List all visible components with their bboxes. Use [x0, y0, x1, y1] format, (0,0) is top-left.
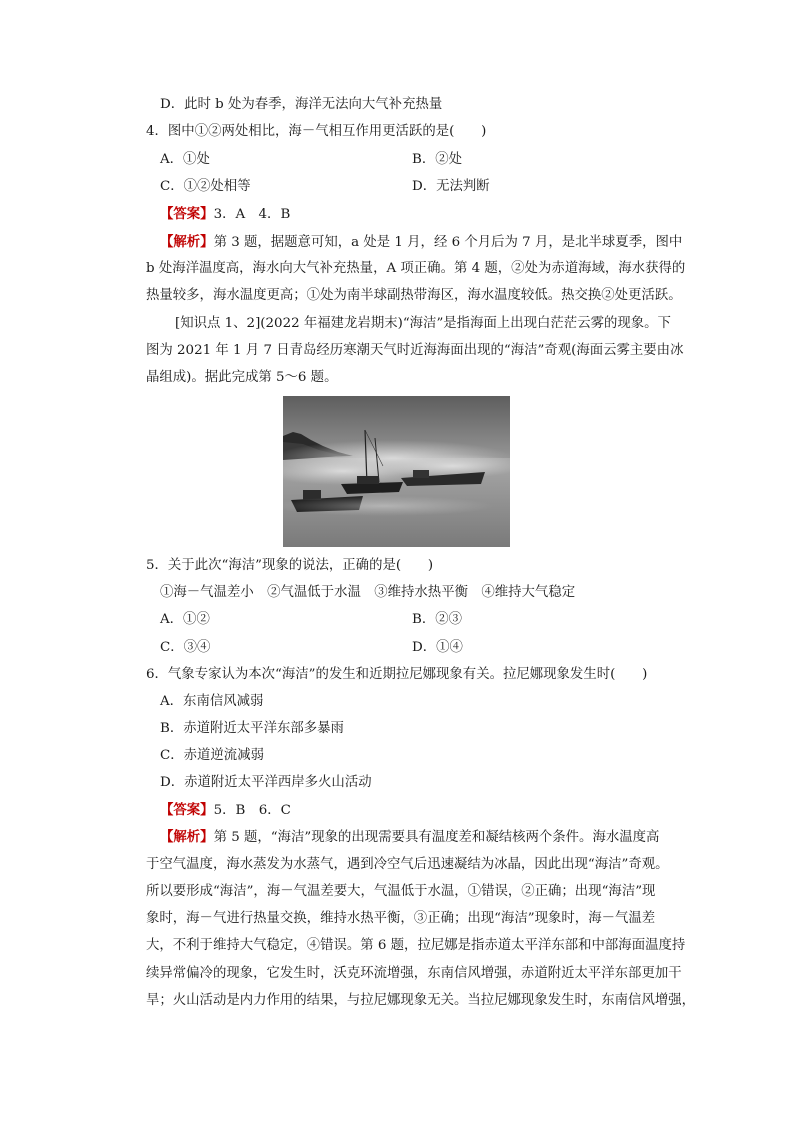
q4-option-b: B．②处	[412, 152, 463, 167]
q6-option-d: D．赤道附近太平洋西岸多火山活动	[160, 775, 372, 790]
intro-line-2: 图为 2021 年 1 月 7 日青岛经历寒潮天气时近海海面出现的“海洁”奇观(海面云雾主要由冰	[146, 343, 684, 358]
q5-option-d: D．①④	[412, 640, 463, 655]
answer-tag: 【答案】	[160, 802, 214, 818]
q5-stem: 5．关于此次“海洁”现象的说法，正确的是( )	[146, 558, 434, 573]
sea-smoke-boats-photo	[283, 396, 510, 547]
intro-line-3: 晶组成)。据此完成第 5～6 题。	[146, 370, 338, 385]
q6-option-b: B．赤道附近太平洋东部多暴雨	[160, 721, 344, 736]
q4-option-a: A．①处	[160, 152, 210, 167]
q4-option-c: C．①②处相等	[160, 179, 251, 194]
intro-line-1: [知识点 1、2](2022 年福建龙岩期末)“海洁”是指海面上出现白茫茫云雾的现象。下	[175, 316, 671, 331]
analysis-2-line-1: 【解析】第 5 题，“海洁”现象的出现需要具有温度差和凝结核两个条件。海水温度高	[160, 829, 660, 845]
analysis-2-line-5: 大，不利于维持大气稳定，④错误。第 6 题，拉尼娜是指赤道太平洋东部和中部海面温度持	[146, 938, 686, 953]
answer-text: 3．A 4．B	[213, 207, 291, 222]
q5-option-b: B．②③	[412, 612, 463, 627]
q6-stem: 6．气象专家认为本次“海洁”的发生和近期拉尼娜现象有关。拉尼娜现象发生时( )	[146, 667, 648, 682]
q3-option-d: D．此时 b 处为春季，海洋无法向大气补充热量	[160, 97, 443, 112]
answer-text: 5．B 6．C	[213, 803, 291, 818]
analysis-2-line-4: 象时，海－气进行热量交换，维持水热平衡，③正确；出现“海洁”现象时，海－气温差	[146, 911, 656, 926]
analysis-tag: 【解析】	[160, 234, 214, 250]
analysis-2-line-3: 所以要形成“海洁”，海－气温差要大，气温低于水温，①错误，②正确；出现“海洁”现	[146, 884, 656, 899]
q5-option-c: C．③④	[160, 640, 211, 655]
q4-option-d: D．无法判断	[412, 179, 490, 194]
analysis-1-line-1: 【解析】第 3 题，据题意可知，a 处是 1 月，经 6 个月后为 7 月，是北半球夏季，图中	[160, 234, 683, 250]
q4-stem: 4．图中①②两处相比，海－气相互作用更活跃的是( )	[146, 124, 487, 139]
analysis-1-line-3: 热量较多，海水温度更高；①处为南半球副热带海区，海水温度较低。热交换②处更活跃。	[146, 288, 682, 303]
analysis-tag: 【解析】	[160, 829, 214, 845]
q5-items: ①海－气温差小 ②气温低于水温 ③维持水热平衡 ④维持大气稳定	[160, 585, 576, 600]
analysis-2-line-7: 旱；火山活动是内力作用的结果，与拉尼娜现象无关。当拉尼娜现象发生时，东南信风增强，	[146, 993, 696, 1008]
q6-option-a: A．东南信风减弱	[160, 694, 264, 709]
answer-2	[160, 800, 700, 821]
q5-option-a: A．①②	[160, 612, 210, 627]
analysis-2-line-2: 于空气温度，海水蒸发为水蒸气，遇到冷空气后迅速凝结为冰晶，因此出现“海洁”奇观。	[146, 857, 669, 872]
analysis-2-line-6: 续异常偏冷的现象，它发生时，沃克环流增强，东南信风增强，赤道附近太平洋东部更加干	[146, 966, 682, 981]
answer-tag: 【答案】	[160, 206, 214, 222]
answer-1	[160, 204, 700, 225]
analysis-1-line-2: b 处海洋温度高，海水向大气补充热量，A 项正确。第 4 题，②处为赤道海域，海水获得的	[146, 261, 686, 276]
q6-option-c: C．赤道逆流减弱	[160, 748, 264, 763]
